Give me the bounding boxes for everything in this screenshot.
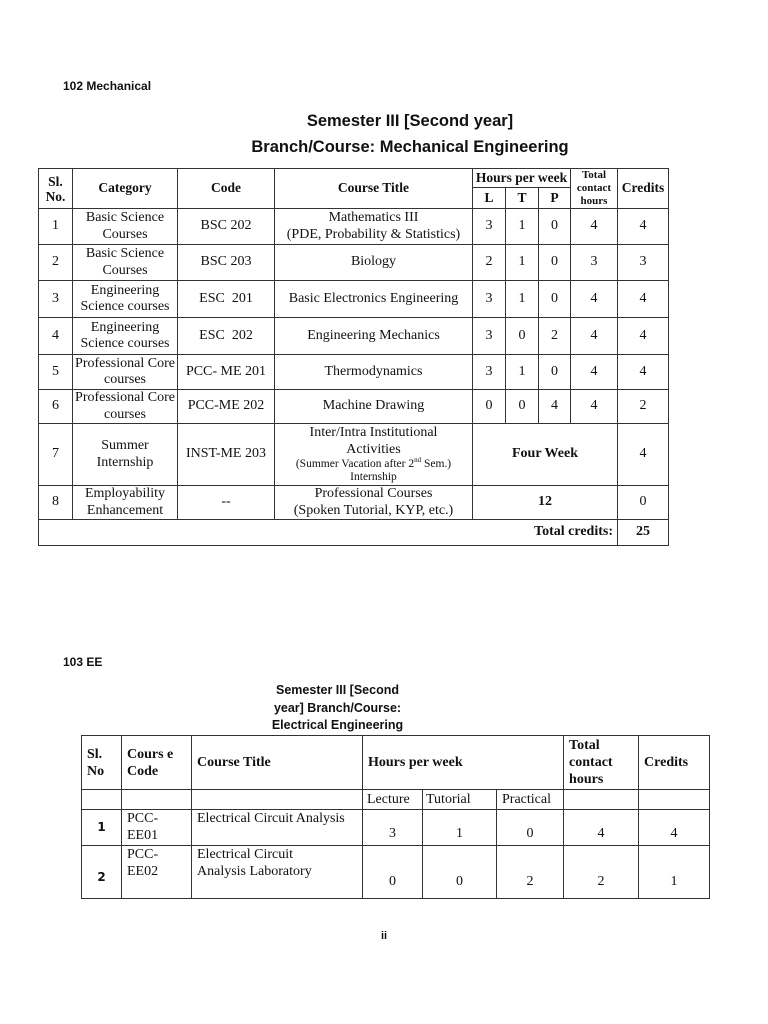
cell-credits: 1	[639, 846, 710, 899]
cell-total: 4	[571, 318, 618, 355]
cell-P: 4	[539, 390, 571, 424]
table-row	[39, 209, 669, 245]
total-credits-value: 25	[618, 520, 669, 546]
cell-T: 1	[506, 281, 539, 318]
cell-category: Basic Science Courses	[73, 209, 178, 245]
cell-credits: 4	[618, 318, 669, 355]
cell-credits: 2	[618, 390, 669, 424]
cell-P: 0	[539, 245, 571, 281]
cell-code: PCC- ME 201	[178, 355, 275, 390]
table-row	[39, 245, 669, 281]
cell-L: 3	[473, 281, 506, 318]
cell-tutorial: 1	[423, 810, 497, 846]
cell-sl: 1	[39, 209, 73, 245]
page-number: ii	[381, 930, 388, 942]
cell-total: 3	[571, 245, 618, 281]
cell-sl: 1	[82, 810, 122, 846]
cell-code: PCC- EE02	[122, 846, 192, 899]
title-line-2: year] Branch/Course:	[273, 700, 402, 715]
header-hours-per-week: Hours per week	[363, 736, 564, 790]
cell-total: 4	[571, 355, 618, 390]
cell-L: 3	[473, 355, 506, 390]
section-label-mechanical: 102 Mechanical	[63, 79, 152, 93]
cell-L: 3	[473, 318, 506, 355]
title-note-sup: nd	[414, 456, 422, 465]
title-line: Internship	[350, 471, 397, 483]
cell-category: Professional Core courses	[73, 355, 178, 390]
header-category: Category	[73, 169, 178, 209]
title-line: Professional Courses	[314, 486, 433, 501]
mechanical-course-table	[38, 168, 669, 546]
cell-category: Summer Internship	[73, 424, 178, 486]
title-note	[275, 458, 472, 471]
cell-credits: 4	[618, 209, 669, 245]
table-row	[39, 390, 669, 424]
cell-title: Engineering Mechanics	[275, 318, 473, 355]
cell-title: Thermodynamics	[275, 355, 473, 390]
table-row	[39, 355, 669, 390]
header-credits: Credits	[618, 169, 669, 209]
cell-P: 0	[539, 355, 571, 390]
cell-credits: 4	[639, 810, 710, 846]
title-line-1: Semester III [Second	[276, 683, 399, 697]
table-header-row	[82, 736, 710, 790]
title-line: (PDE, Probability & Statistics)	[286, 226, 461, 242]
title-line: Mathematics III	[328, 210, 419, 225]
header-hours-per-week: Hours per week	[473, 169, 571, 188]
cell-lecture: 3	[363, 810, 423, 846]
title-note-text: Sem.)	[421, 458, 452, 470]
cell-title: Basic Electronics Engineering	[275, 281, 473, 318]
empty-cell	[192, 790, 363, 810]
cell-code: BSC 202	[178, 209, 275, 245]
cell-category: Engineering Science courses	[73, 318, 178, 355]
cell-P: 0	[539, 281, 571, 318]
empty-cell	[639, 790, 710, 810]
cell-title	[275, 424, 473, 486]
cell-total: 4	[564, 810, 639, 846]
table-header-row	[39, 169, 669, 188]
cell-total: 4	[571, 390, 618, 424]
cell-sl: 5	[39, 355, 73, 390]
header-sl-no: Sl. No	[82, 736, 122, 790]
cell-sl: 2	[82, 846, 122, 899]
cell-practical: 2	[497, 846, 564, 899]
cell-T: 1	[506, 245, 539, 281]
title-line-3: Electrical Engineering	[271, 718, 404, 732]
cell-sl: 2	[39, 245, 73, 281]
cell-hours-merged: Four Week	[473, 424, 618, 486]
header-course-code: Cours e Code	[122, 736, 192, 790]
cell-title	[275, 486, 473, 520]
table-row	[39, 318, 669, 355]
cell-T: 1	[506, 355, 539, 390]
title-line-1: Semester III [Second year]	[306, 112, 514, 130]
title-line-2: Branch/Course: Mechanical Engineering	[251, 138, 569, 156]
cell-code: PCC- EE01	[122, 810, 192, 846]
total-row	[39, 520, 669, 546]
cell-category: Engineering Science courses	[73, 281, 178, 318]
cell-title: Electrical Circuit Analysis Laboratory	[192, 846, 363, 899]
table-row	[39, 424, 669, 486]
table-row	[39, 486, 669, 520]
cell-code: --	[178, 486, 275, 520]
cell-credits: 4	[618, 281, 669, 318]
table-row	[82, 846, 710, 899]
cell-code: PCC-ME 202	[178, 390, 275, 424]
cell-hours-merged: 12	[473, 486, 618, 520]
header-credits: Credits	[639, 736, 710, 790]
empty-cell	[82, 790, 122, 810]
cell-sl: 4	[39, 318, 73, 355]
cell-sl: 6	[39, 390, 73, 424]
header-code: Code	[178, 169, 275, 209]
cell-practical: 0	[497, 810, 564, 846]
cell-total: 4	[571, 281, 618, 318]
header-L: L	[473, 188, 506, 209]
cell-title: Biology	[275, 245, 473, 281]
page-title-ee	[255, 682, 420, 735]
cell-credits: 4	[618, 424, 669, 486]
section-label-ee: 103 EE	[63, 655, 103, 669]
cell-code: INST-ME 203	[178, 424, 275, 486]
header-total-contact-hours: Total contact hours	[571, 169, 618, 209]
empty-cell	[564, 790, 639, 810]
cell-code: ESC 202	[178, 318, 275, 355]
table-row	[82, 810, 710, 846]
title-note-text: (Summer Vacation after 2	[295, 458, 415, 470]
empty-cell	[122, 790, 192, 810]
cell-lecture: 0	[363, 846, 423, 899]
cell-T: 0	[506, 390, 539, 424]
cell-code: BSC 203	[178, 245, 275, 281]
title-line: (Spoken Tutorial, KYP, etc.)	[293, 502, 454, 518]
cell-title: Machine Drawing	[275, 390, 473, 424]
cell-credits: 0	[618, 486, 669, 520]
cell-title	[275, 209, 473, 245]
header-P: P	[539, 188, 571, 209]
cell-sl: 7	[39, 424, 73, 486]
cell-T: 0	[506, 318, 539, 355]
header-T: T	[506, 188, 539, 209]
cell-category: Employability Enhancement	[73, 486, 178, 520]
table-row	[39, 281, 669, 318]
cell-category: Professional Core courses	[73, 390, 178, 424]
cell-sl: 8	[39, 486, 73, 520]
header-sl-no: Sl. No.	[39, 169, 73, 209]
cell-T: 1	[506, 209, 539, 245]
page-title-mechanical	[150, 108, 670, 160]
ee-course-table	[81, 735, 710, 899]
title-line: Inter/Intra Institutional	[309, 425, 438, 440]
header-practical: Practical	[497, 790, 564, 810]
total-credits-label: Total credits:	[39, 520, 618, 546]
header-lecture: Lecture	[363, 790, 423, 810]
cell-L: 3	[473, 209, 506, 245]
cell-total: 4	[571, 209, 618, 245]
cell-credits: 3	[618, 245, 669, 281]
cell-L: 0	[473, 390, 506, 424]
cell-credits: 4	[618, 355, 669, 390]
cell-tutorial: 0	[423, 846, 497, 899]
header-tutorial: Tutorial	[423, 790, 497, 810]
cell-category: Basic Science Courses	[73, 245, 178, 281]
header-course-title: Course Title	[275, 169, 473, 209]
cell-total: 2	[564, 846, 639, 899]
cell-P: 2	[539, 318, 571, 355]
header-total-contact-hours: Total contact hours	[564, 736, 639, 790]
header-course-title: Course Title	[192, 736, 363, 790]
cell-P: 0	[539, 209, 571, 245]
cell-title: Electrical Circuit Analysis	[192, 810, 363, 846]
cell-sl: 3	[39, 281, 73, 318]
table-subheader-row	[82, 790, 710, 810]
cell-code: ESC 201	[178, 281, 275, 318]
cell-L: 2	[473, 245, 506, 281]
title-line: Activities	[346, 441, 401, 457]
